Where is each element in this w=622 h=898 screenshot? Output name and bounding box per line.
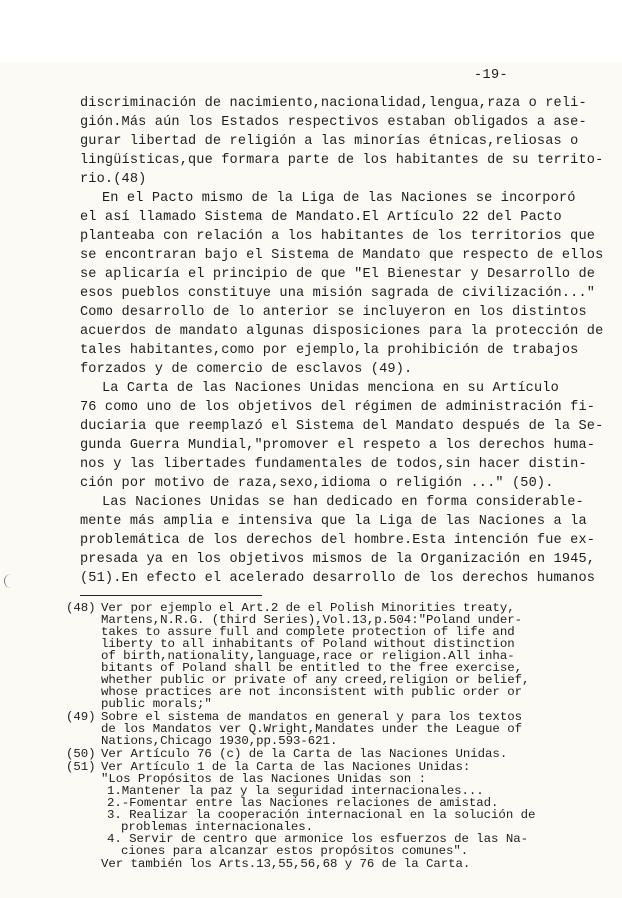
footnote-list-item: 3. Realizar la cooperación internacional en la solución de [107, 808, 536, 822]
footnote-line: Ver también los Arts.13,55,56,68 y 76 de la Carta. [101, 857, 471, 871]
body-line: gunda Guerra Mundial,"promover el respeto a los derechos huma- [80, 438, 596, 453]
footnote-line: liberty to all inhabitants of Poland without distinction [101, 637, 515, 651]
footnote-number: (48) [66, 601, 96, 615]
margin-mark [4, 574, 13, 588]
body-line: gión.Más aún los Estados respectivos estaban obligados a ase- [80, 115, 587, 130]
footnote-line: Ver por ejemplo el Art.2 de el Polish Minorities treaty, [101, 601, 515, 615]
footnote-line: Martens,N.R.G. (third Series),Vol.13,p.504:"Poland under- [101, 613, 522, 627]
body-line: tales habitantes,como por ejemplo,la prohibición de trabajos [80, 343, 579, 358]
footnote-number: (51) [66, 760, 96, 774]
footnote-line: "Los Propósitos de las Naciones Unidas son : [101, 772, 426, 786]
footnote-number: (49) [66, 710, 96, 724]
body-line: se encontraran bajo el Sistema de Mandato que respecto de ellos [80, 248, 604, 263]
footnote-line: public morals;" [101, 697, 212, 711]
footnote-list-item: 2.-Fomentar entre las Naciones relaciones de amistad. [107, 796, 499, 810]
footnote-line: of birth,nationality,language,race or religion.All inha- [101, 649, 515, 663]
body-line: 76 como uno de los objetivos del régimen de administración fi- [80, 400, 596, 415]
body-line: discriminación de nacimiento,nacionalidad,lengua,raza o reli- [80, 96, 587, 111]
body-line: En el Pacto mismo de la Liga de las Naciones se incorporó [102, 191, 576, 206]
body-line: nos y las libertades fundamentales de todos,sin hacer distin- [80, 457, 587, 472]
body-line: lingüísticas,que formara parte de los habitantes de su territo- [80, 153, 604, 168]
body-line: mente más amplia e intensiva que la Liga de las Naciones a la [80, 514, 587, 529]
footnote-line: bitants of Poland shall be entitled to the free exercise, [101, 661, 522, 675]
body-line: rio.(48) [80, 172, 147, 187]
footnote-line: de los Mandatos ver Q.Wright,Mandates under the League of [101, 722, 522, 736]
footnote-line: Ver Artículo 76 (c) de la Carta de las Naciones Unidas. [101, 747, 508, 761]
body-line: duciaria que reemplazó el Sistema del Mandato después de la Se- [80, 419, 604, 434]
footnote-number: (50) [66, 747, 96, 761]
page-number: -19- [474, 68, 509, 83]
body-line: Las Naciones Unidas se han dedicado en forma considerable- [102, 495, 584, 510]
body-line: esos pueblos constituye una misión sagrada de civilización..." [80, 286, 596, 301]
body-line: (51).En efecto el acelerado desarrollo de los derechos humanos [80, 571, 596, 586]
footnote-list-item: 1.Mantener la paz y la seguridad internacionales... [107, 784, 484, 798]
body-line: el así llamado Sistema de Mandato.El Artículo 22 del Pacto [80, 210, 562, 225]
footnote-line: takes to assure full and complete protection of life and [101, 625, 515, 639]
body-line: ción por motivo de raza,sexo,idioma o religión ..." (50). [80, 476, 554, 491]
footnote-list-item: ciones para alcanzar estos propósitos comunes". [121, 844, 469, 858]
footnote-line: whether public or private of any creed,religion or belief, [101, 673, 530, 687]
body-line: problemática de los derechos del hombre.Esta intención fue ex- [80, 533, 596, 548]
body-line: acuerdos de mandato algunas disposiciones para la protección de [80, 324, 604, 339]
footnote-list-item: problemas internacionales. [121, 820, 314, 834]
footnote-separator [80, 595, 262, 596]
body-line: La Carta de las Naciones Unidas menciona en su Artículo [102, 381, 559, 396]
footnote-line: Ver Artículo 1 de la Carta de las Naciones Unidas: [101, 760, 471, 774]
footnote-line: Nations,Chicago 1930,pp.593-621. [101, 734, 338, 748]
body-line: planteaba con relación a los habitantes de los territorios que [80, 229, 596, 244]
body-line: forzados y de comercio de esclavos (49). [80, 362, 413, 377]
body-line: gurar libertad de religión a las minorías étnicas,reliosas o [80, 134, 579, 149]
body-line: presada ya en los objetivos mismos de la Organización en 1945, [80, 552, 596, 567]
body-line: se aplicaría el principio de que "El Bienestar y Desarrollo de [80, 267, 596, 282]
footnote-line: Sobre el sistema de mandatos en general y para los textos [101, 710, 522, 724]
footnote-line: whose practices are not inconsistent with public order or [101, 685, 522, 699]
footnote-list-item: 4. Servir de centro que armonice los esfuerzos de las Na- [107, 832, 528, 846]
body-line: Como desarrollo de lo anterior se incluyeron en los distintos [80, 305, 587, 320]
